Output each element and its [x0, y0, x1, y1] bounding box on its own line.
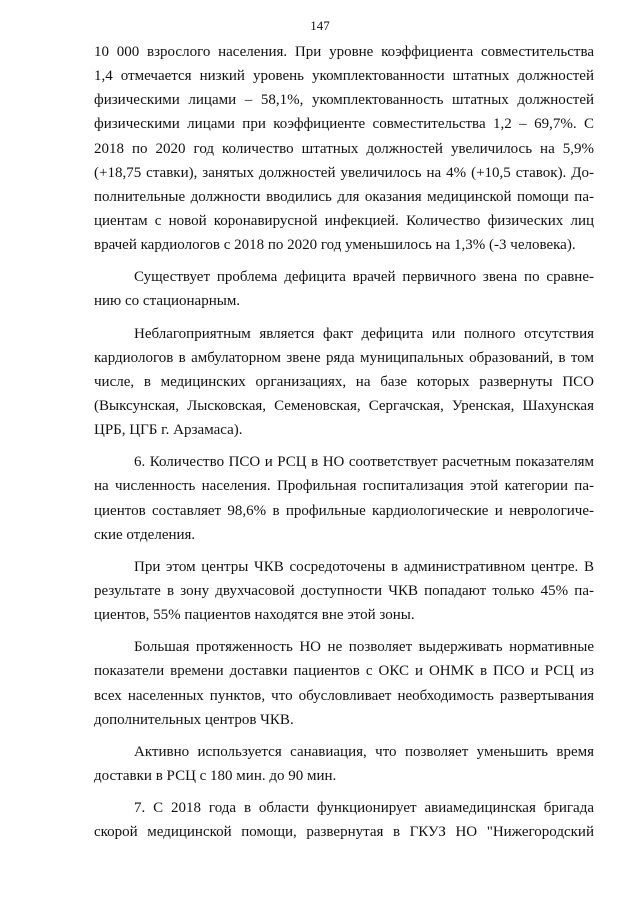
text-line: Большая протяженность НО не позволяет выдерживать нормативные: [134, 639, 594, 656]
paragraph: [94, 635, 594, 732]
text-line: циентов составляет 98,6% в профильные кардиологические и неврологиче-: [94, 502, 594, 519]
paragraph: [94, 265, 594, 313]
text-line: кардиологов в амбулаторном звене ряда муниципальных образований, в том: [94, 349, 594, 366]
text-line: циентам с новой коронавирусной инфекцией. Количество физических лиц: [94, 212, 594, 229]
text-line: физическими лицами – 58,1%, укомплектованность штатных должностей: [94, 92, 594, 109]
paragraph: [94, 796, 594, 844]
text-line: физическими лицами при коэффициенте совместительства 1,2 – 69,7%. С: [94, 116, 594, 133]
text-line: (Выксунская, Лысковская, Семеновская, Сергачская, Уренская, Шахунская: [94, 397, 594, 414]
text-line: скорой медицинской помощи, развернутая в ГКУЗ НО "Нижегородский: [94, 824, 594, 841]
text-line: всех населенных пунктов, что обусловливает необходимость развертывания: [94, 687, 594, 704]
text-line: Неблагоприятным является факт дефицита или полного отсутствия: [134, 325, 594, 342]
paragraph: [94, 322, 594, 443]
text-line: дополнительных центров ЧКВ.: [94, 711, 294, 728]
text-line: показатели времени доставки пациентов с ОКС и ОНМК в ПСО и РСЦ из: [94, 663, 594, 680]
text-line: При этом центры ЧКВ сосредоточены в административном центре. В: [134, 558, 594, 575]
text-line: врачей кардиологов с 2018 по 2020 год уменьшилось на 1,3% (-3 человека).: [94, 237, 576, 254]
text-line: на численность населения. Профильная госпитализация этой категории па-: [94, 478, 594, 495]
text-line: ские отделения.: [94, 526, 196, 543]
text-line: 10 000 взрослого населения. При уровне коэффициента совместительства: [94, 44, 594, 60]
text-line: числе, в медицинских организациях, на базе которых развернуты ПСО: [94, 373, 594, 390]
text-line: 7. С 2018 года в области функционирует авиамедицинская бригада: [134, 800, 594, 817]
paragraph: [94, 40, 594, 257]
text-line: 2018 по 2020 год количество штатных должностей увеличилось на 5,9%: [94, 140, 594, 157]
text-line: результате в зону двухчасовой доступности ЧКВ попадают только 45% па-: [94, 582, 594, 599]
text-line: ЦРБ, ЦГБ г. Арзамаса).: [94, 422, 243, 439]
paragraph: [94, 740, 594, 788]
text-line: полнительные должности вводились для оказания медицинской помощи па-: [94, 188, 594, 205]
text-line: Существует проблема дефицита врачей первичного звена по сравне-: [134, 269, 594, 286]
document-body: [94, 40, 594, 844]
paragraph: [94, 555, 594, 627]
text-line: 6. Количество ПСО и РСЦ в НО соответствует расчетным показателям: [134, 454, 594, 471]
text-line: циентов, 55% пациентов находятся вне этой зоны.: [94, 607, 415, 624]
text-line: Активно используется санавиация, что позволяет уменьшить время: [134, 743, 594, 760]
text-line: доставки в РСЦ с 180 мин. до 90 мин.: [94, 767, 337, 784]
text-line: (+18,75 ставки), занятых должностей увеличилось на 4% (+10,5 ставок). До-: [94, 164, 594, 181]
paragraph: [94, 450, 594, 547]
text-line: нию со стационарным.: [94, 293, 241, 310]
text-line: 1,4 отмечается низкий уровень укомплектованности штатных должностей: [94, 68, 594, 85]
page-number: 147: [310, 18, 330, 33]
